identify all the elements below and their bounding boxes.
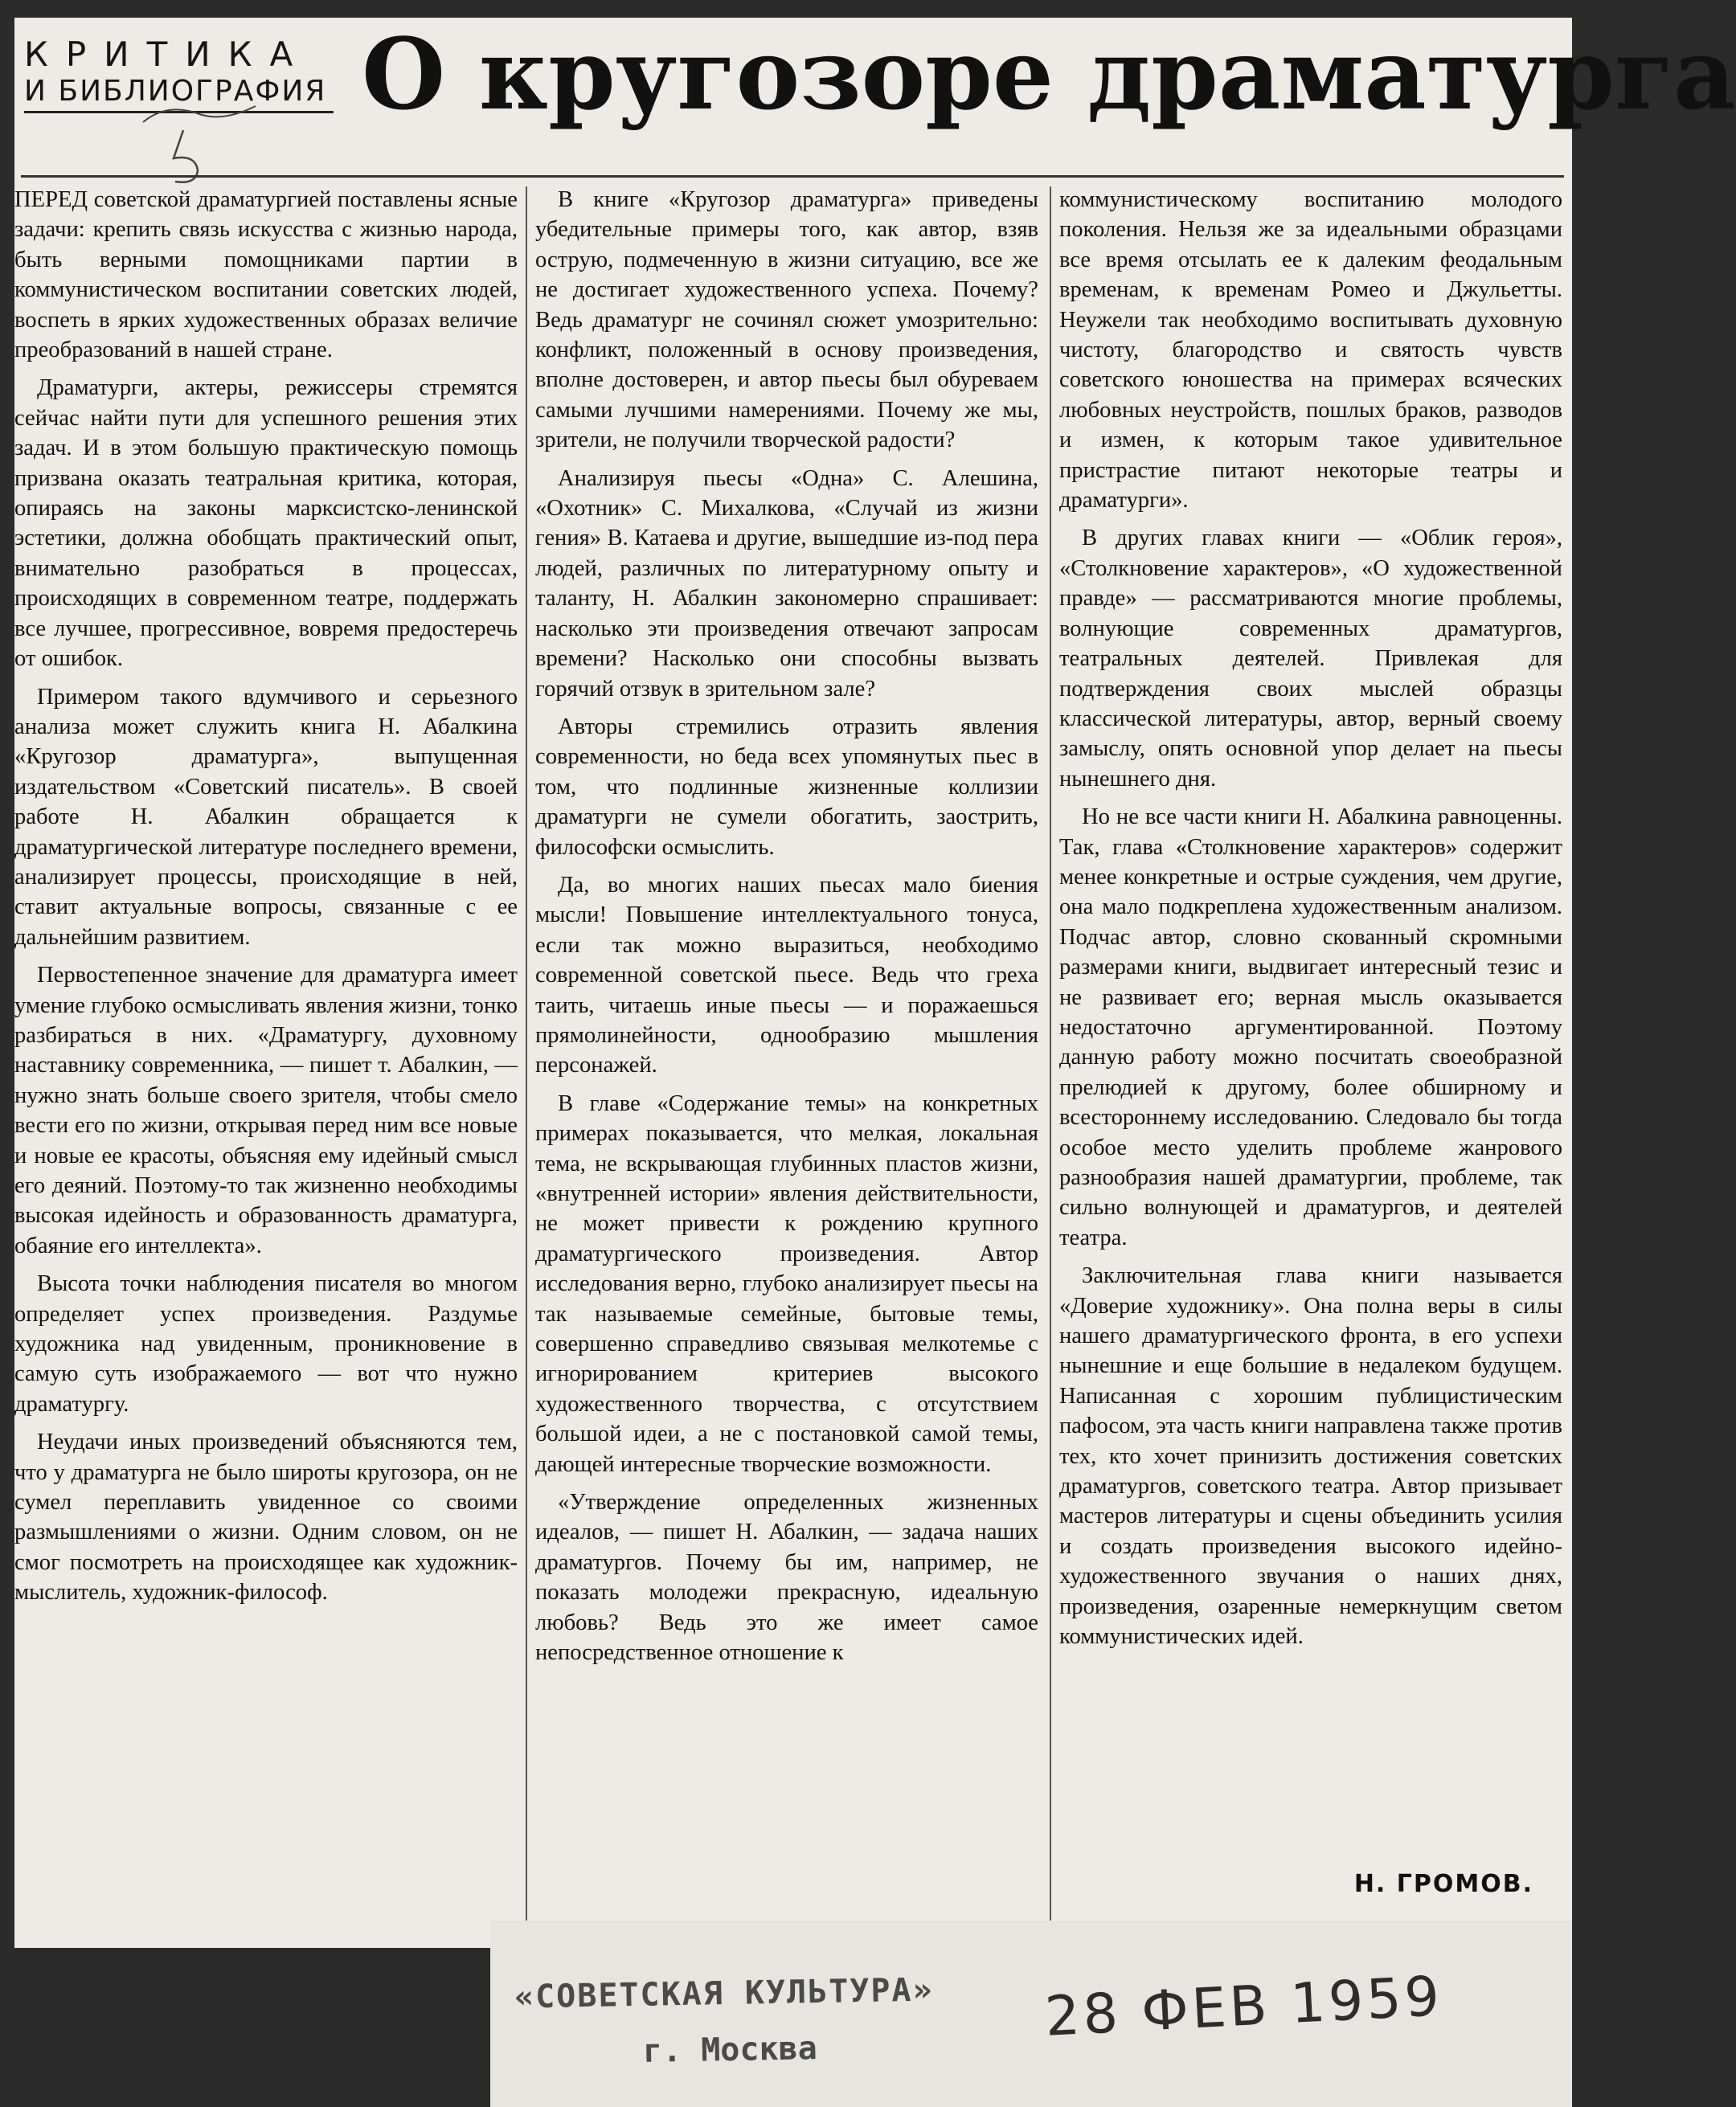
paragraph: Но не все части книги Н. Абалкина равноценны. Так, глава «Столкновение характеров» содержит менее конкретные и острые суждения, чем другие, она мало подкреплена художественным анализом. Подчас автор, словно скованный скромными размерами книги, выдвигает интересный тезис и не развивает его; верная мысль оказывается недостаточно аргументированной. Поэтому данную работу можно посчитать своеобразной прелюдией к другому, более обширному и всестороннему исследованию. Следовало бы тогда особое место уделить проблеме жанрового разнообразия нашей драматургии, проблеме, так сильно волнующей и драматургов, и деятелей театра. [1059,804,1562,1250]
city-stamp: г. Москва [642,2030,818,2070]
newspaper-stamp: «СОВЕТСКАЯ КУЛЬТУРА» [514,1971,935,2016]
paragraph: В книге «Кругозор драматурга» приведены убедительные примеры того, как автор, взяв острую, подмеченную в жизни ситуацию, все же не достигает художественного успеха. Почему? Ведь драматург не сочинял сюжет умозрительно: конфликт, положенный в основу произведения, вполне достоверен, и автор пьесы был обуреваем самыми лучшими намерениями. Почему же мы, зрители, не получили творческой радости? [535,187,1038,453]
rubric-line-2: И БИБЛИОГРАФИЯ [24,74,334,113]
paragraph: Да, во многих наших пьесах мало биения мысли! Повышение интеллектуального тонуса, если так можно выразиться, необходимо современной советской пьесе. Ведь что греха таить, читаешь иные пьесы — и поражаешься прямолинейности, однообразию мышления персонажей. [535,872,1038,1078]
author-signature: Н. ГРОМОВ. [1353,1870,1533,1898]
newspaper-clipping [14,16,1736,1948]
paragraph: Заключительная глава книги называется «Доверие художнику». Она полна веры в силы нашего драматургического фронта, в его успехи нынешние и еще большие в недалеком будущем. Написанная с хорошим публицистическим пафосом, эта часть книги направлена также против тех, кто хочет принизить достижения советских драматургов, советского театра. Автор призывает мастеров литературы и сцены объединить усилия и создать произведения высокого идейно-художественного звучания о наших днях, произведения, озаренные немеркнущим светом коммунистических идей. [1059,1263,1562,1650]
column-1 [14,185,518,1616]
paragraph: Первостепенное значение для драматурга имеет умение глубоко осмысливать явления жизни, тонко разбираться в них. «Драматургу, духовному наставнику современника, — пишет т. Абалкин, — нужно знать больше своего зрителя, чтобы смело вести его по жизни, открывая перед ним все новые и новые ее красоты, объясняя ему идейный смысл его деяний. Поэтому-то так жизненно необходимы высокая идейность и образованность драматурга, обаяние его интеллекта». [14,963,518,1258]
paragraph: Анализируя пьесы «Одна» С. Алешина, «Охотник» С. Михалкова, «Случай из жизни гения» В. Катаева и другие, вышедшие из-под пера людей, различных по литературному опыту и таланту, Н. Абалкин закономерно спрашивает: насколько эти произведения отвечают запросам времени? Насколько они способны вызвать горячий отзвук в зрительном зале? [535,465,1038,702]
pencil-mark [135,98,264,186]
paragraph: В главе «Содержание темы» на конкретных примерах показывается, что мелкая, локальная тема, не вскрывающая глубинных пластов жизни, «внутренней истории» явления действительности, не может привести к рождению крупного драматургического произведения. Автор исследования верно, глубоко анализирует пьесы на так называемые семейные, бытовые темы, совершенно справедливо связывая мелкотемье с игнорированием критериев высокого художественного творчества, с отсутствием большой идеи, а не с постановкой самой темы, дающей интересные творческие возможности. [535,1090,1038,1477]
paragraph: Высота точки наблюдения писателя во многом определяет успех произведения. Раздумье художника над увиденным, проникновение в самую суть изображаемого — вот что нужно драматургу. [14,1271,518,1417]
paragraph: В других главах книги — «Облик героя», «Столкновение характеров», «О художественной правде» — рассматриваются многие проблемы, волнующие современных драматургов, театральных деятелей. Привлекая для подтверждения своих мыслей образцы классической литературы, автор, верный своему замыслу, опять основной упор делает на пьесы нынешнего дня. [1059,526,1562,792]
paragraph: Драматурги, актеры, режиссеры стремятся сейчас найти пути для успешного решения этих задач. И в этом большую практическую помощь призвана оказать театральная критика, которая, опираясь на законы марксистско-ленинской эстетики, должна обобщать практический опыт, внимательно разобраться в процессах, происходящих в современном театре, поддержать все лучшее, прогрессивное, вовремя предостеречь от ошибок. [14,375,518,672]
paragraph: Авторы стремились отразить явления современности, но беда всех упомянутых пьес в том, что подлинные жизненные коллизии драматурги не сумели обогатить, заострить, философски осмыслить. [535,714,1038,860]
column-divider [526,186,527,1922]
paragraph: «Утверждение определенных жизненных идеалов, — пишет Н. Абалкин, — задача наших драматургов. Почему бы им, например, не показать молодежи прекрасную, идеальную любовь? Ведь это же имеет самое непосредственное отношение к [535,1490,1038,1666]
paragraph: ПЕРЕД советской драматургией поставлены ясные задачи: крепить связь искусства с жизнью народа, быть верными помощниками партии в коммунистическом воспитании советских людей, воспеть в ярких художественных образах величие преобразований в нашей стране. [14,187,518,363]
header-rule [21,175,1564,178]
date-stamp: 28 ФЕВ 1959 [1043,1965,1444,2049]
paragraph: Примером такого вдумчивого и серьезного анализа может служить книга Н. Абалкина «Кругозор драматурга», выпущенная издательством «Советский писатель». В своей работе Н. Абалкин обращается к драматургической литературе последнего времени, анализирует процессы, происходящие в ней, ставит актуальные вопросы, связанные с ее дальнейшим развитием. [14,684,518,950]
column-2 [535,185,1038,1676]
paragraph: Неудачи иных произведений объясняются тем, что у драматурга не было широты кругозора, он не сумел переплавить увиденное со своими размышлениями о жизни. Одним словом, он не смог посмотреть на происходящее как художник-мыслитель, художник-философ. [14,1430,518,1606]
column-divider [1050,186,1051,1938]
column-3 [1059,185,1562,1660]
rubric-line-1: КРИТИКА [24,35,311,74]
headline: О кругозоре драматурга [362,16,1736,132]
paragraph: коммунистическому воспитанию молодого поколения. Нельзя же за идеальными образцами все время отсылать ее к далеким феодальным временам, к временам Ромео и Джульетты. Неужели так необходимо воспитывать духовную чистоту, благородство и святость чувств советского юношества на примерах всяческих любовных неустройств, пошлых браков, разводов и измен, к которым такое удивительное пристрастие питают некоторые театры и драматурги». [1059,187,1562,513]
